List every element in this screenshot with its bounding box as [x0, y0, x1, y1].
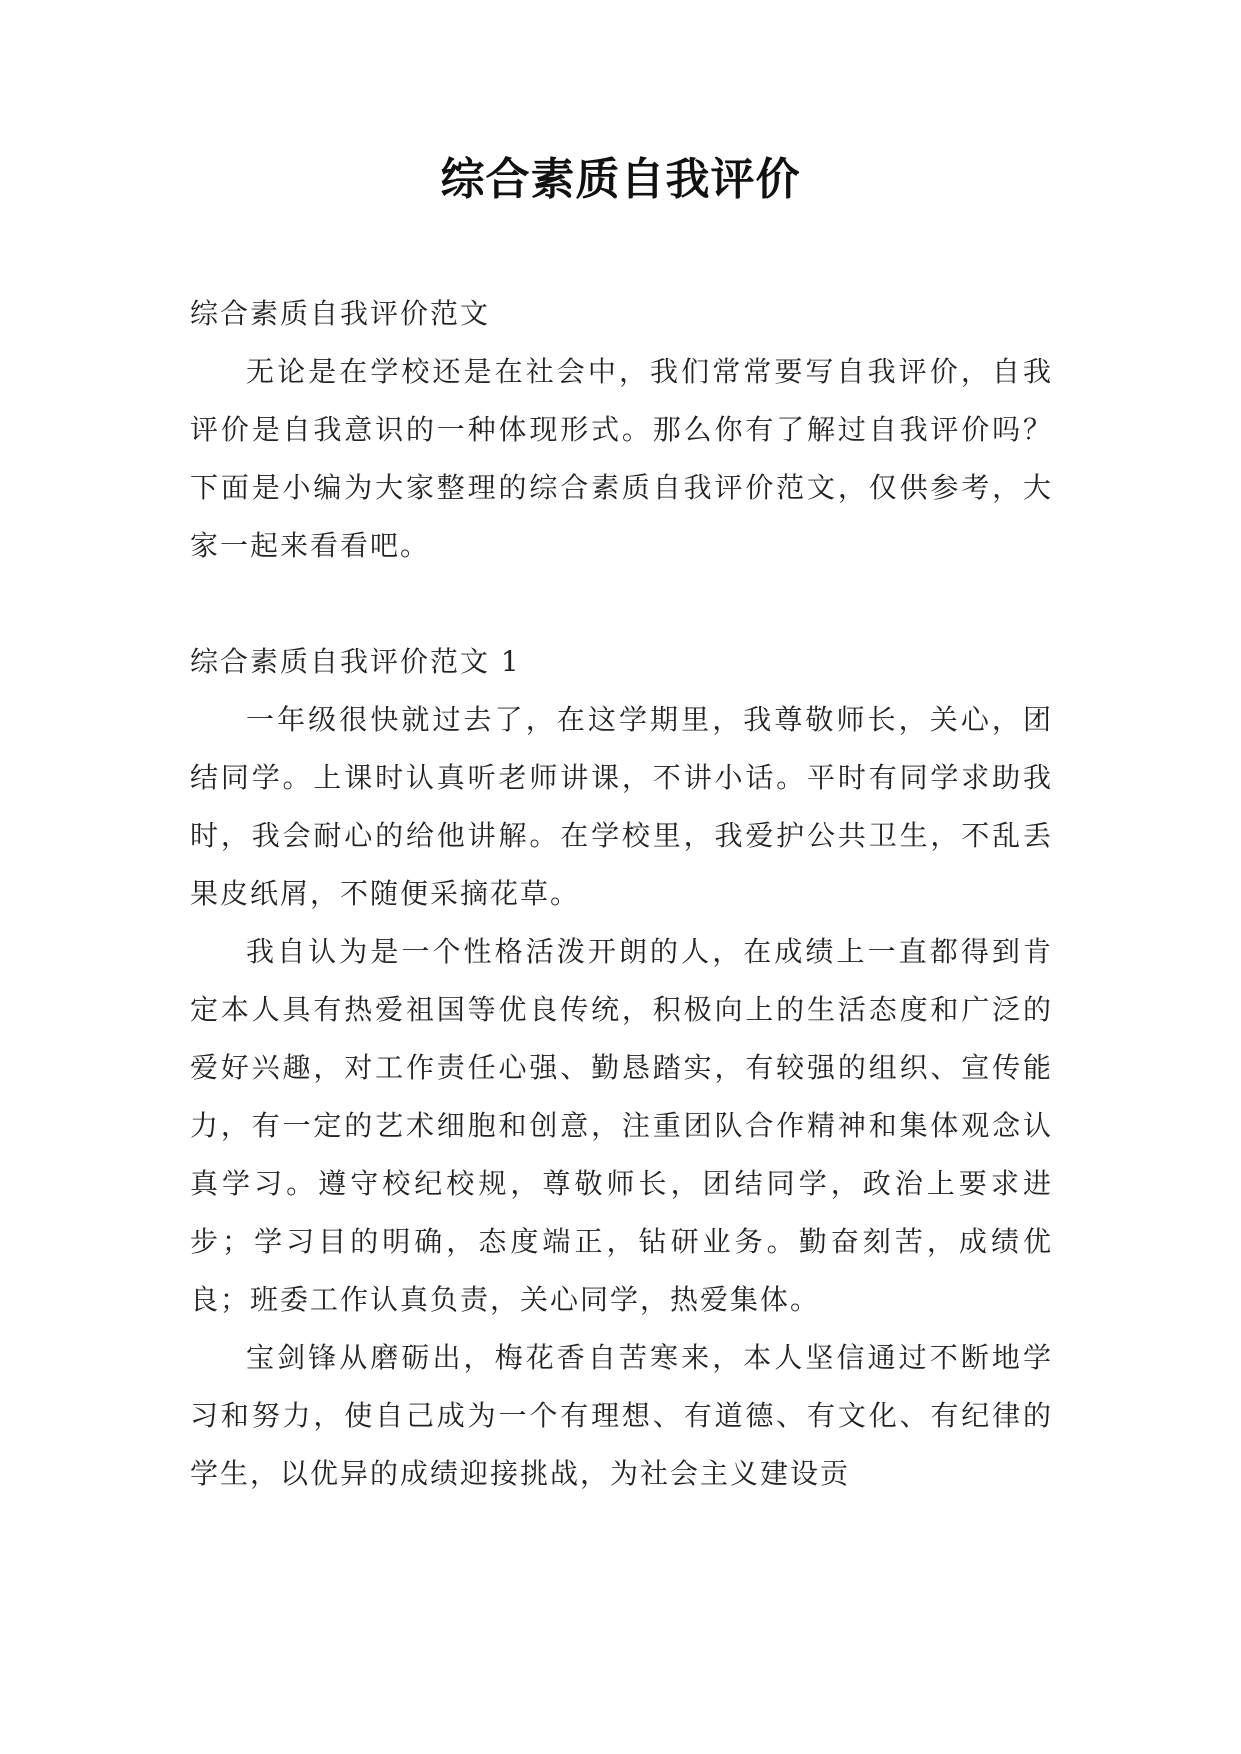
section-spacer: [190, 575, 1053, 633]
document-body: [190, 285, 1053, 1503]
intro-paragraph: 无论是在学校还是在社会中，我们常常要写自我评价，自我评价是自我意识的一种体现形式。那么你有了解过自我评价吗？下面是小编为大家整理的综合素质自我评价范文，仅供参考，大家一起来看看吧。: [190, 355, 1053, 562]
section-1-paragraph-2: 我自认为是一个性格活泼开朗的人，在成绩上一直都得到肯定本人具有热爱祖国等优良传统，积极向上的生活态度和广泛的爱好兴趣，对工作责任心强、勤恳踏实，有较强的组织、宣传能力，有一定的艺术细胞和创意，注重团队合作精神和集体观念认真学习。遵守校纪校规，尊敬师长，团结同学，政治上要求进步；学习目的明确，态度端正，钻研业务。勤奋刻苦，成绩优良；班委工作认真负责，关心同学，热爱集体。: [190, 935, 1053, 1316]
section-1-paragraph-1: 一年级很快就过去了，在这学期里，我尊敬师长，关心，团结同学。上课时认真听老师讲课，不讲小话。平时有同学求助我时，我会耐心的给他讲解。在学校里，我爱护公共卫生，不乱丢果皮纸屑，不随便采摘花草。: [190, 703, 1053, 910]
section-1-paragraph-3: 宝剑锋从磨砺出，梅花香自苦寒来，本人坚信通过不断地学习和努力，使自己成为一个有理想、有道德、有文化、有纪律的学生，以优异的成绩迎接挑战，为社会主义建设贡: [190, 1341, 1053, 1490]
document-title: 综合素质自我评价: [440, 154, 801, 205]
intro-heading: 综合素质自我评价范文: [190, 297, 491, 330]
section-1-heading: 综合素质自我评价范文 1: [190, 645, 521, 678]
